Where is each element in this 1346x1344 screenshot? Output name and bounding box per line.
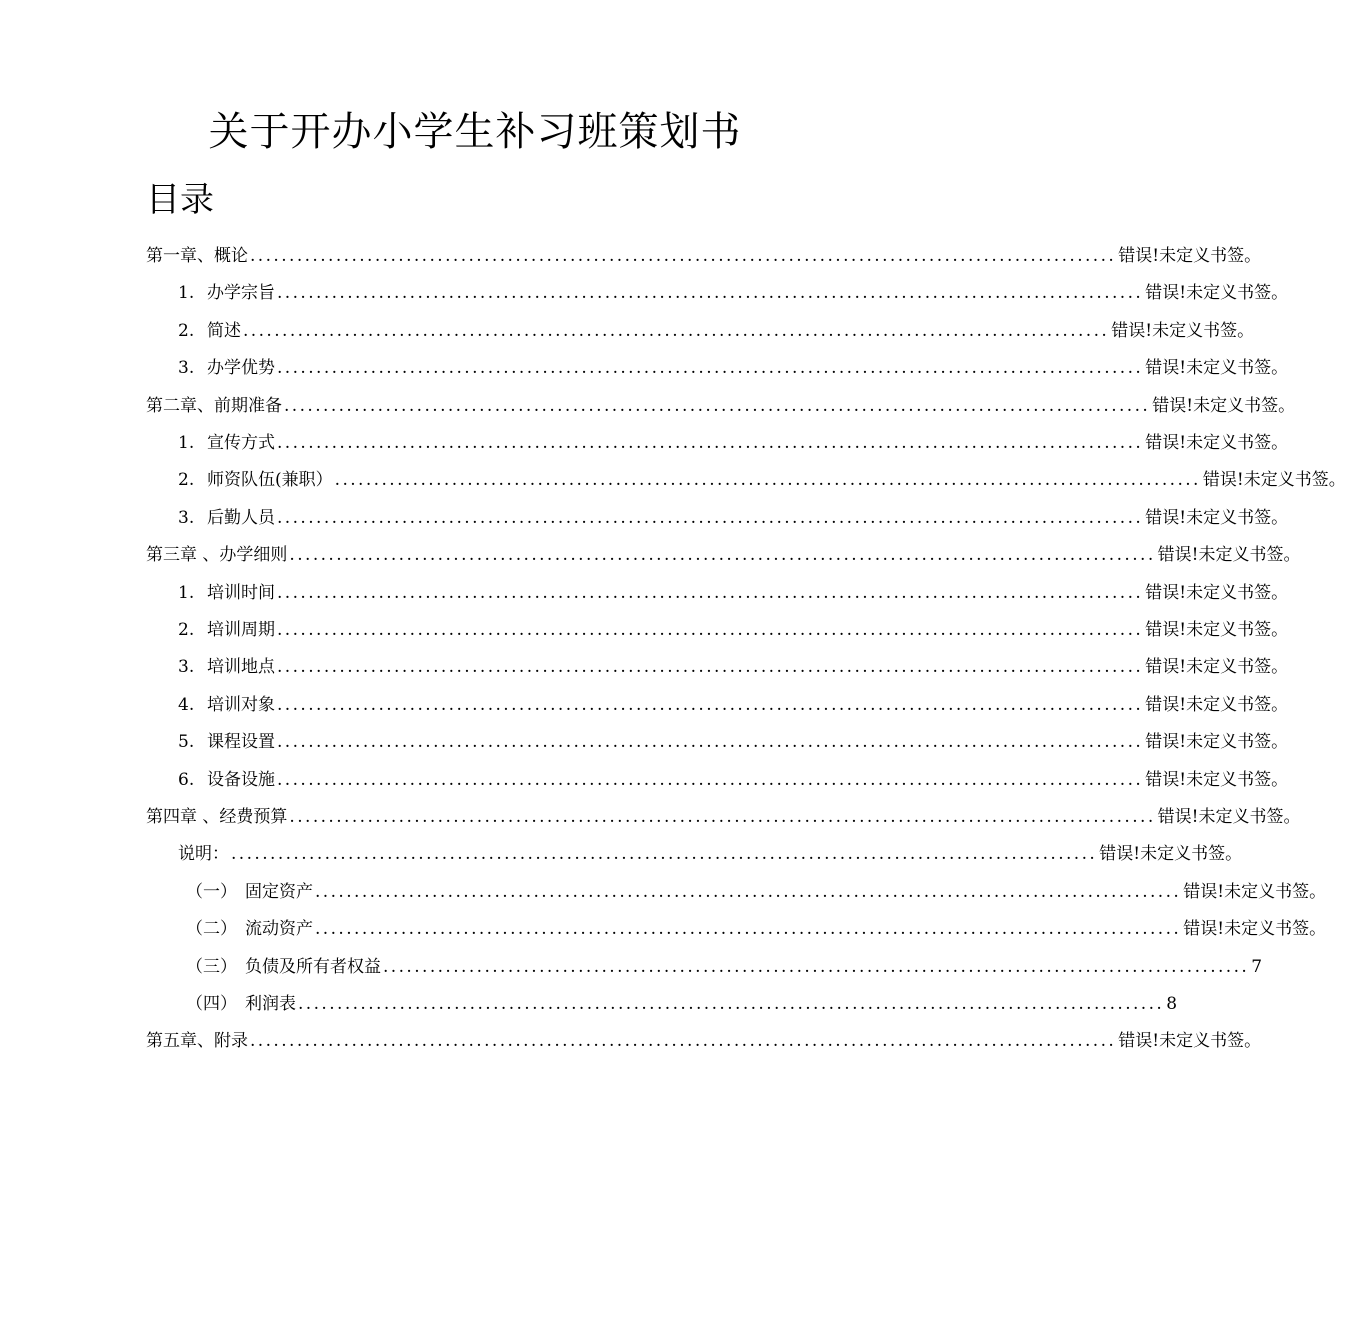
toc-entry[interactable] (0, 911, 1327, 948)
toc-entry-page: 错误!未定义书签。 (1157, 807, 1301, 827)
toc-entry-number: 1. (178, 283, 195, 304)
toc-entry-text: 第五章、附录 (146, 1031, 248, 1052)
toc-dot-leader: ............................................................................................................... (277, 694, 1144, 715)
toc-entry-text: 第四章 、经费预算 (146, 807, 288, 827)
toc-entry-number: 3. (178, 507, 195, 528)
toc-entry-text: 设备设施 (207, 769, 275, 790)
toc-entry-text: 办学优势 (207, 358, 275, 379)
toc-entry[interactable] (0, 612, 1289, 649)
toc-entry-number: 1. (178, 582, 195, 603)
toc-entry[interactable] (0, 350, 1289, 387)
toc-entry-page: 错误!未定义书签。 (1099, 844, 1243, 865)
toc-entry-number: 2. (178, 620, 195, 640)
toc-dot-leader: ............................................................................................................... (277, 769, 1144, 790)
toc-entry-label (178, 462, 333, 499)
toc-entry[interactable] (0, 687, 1289, 724)
toc-entry[interactable] (0, 537, 1301, 574)
toc-entry-text: 第一章、概论 (146, 246, 248, 266)
toc-dot-leader: ............................................................................................................... (277, 582, 1144, 603)
toc-entry-label (146, 537, 287, 574)
toc-entry[interactable] (0, 425, 1289, 462)
toc-entry-label (146, 799, 287, 836)
toc-dot-leader: ............................................................................................................... (277, 507, 1144, 528)
toc-entry-number: 6. (178, 769, 195, 790)
toc-entry-page: 错误!未定义书签。 (1145, 358, 1289, 379)
toc-entry-label (178, 500, 275, 537)
toc-entry-page: 错误!未定义书签。 (1202, 470, 1346, 491)
toc-entry-text: 后勤人员 (207, 507, 275, 528)
toc-entry-number: 2. (178, 470, 195, 491)
toc-entry[interactable] (0, 949, 1263, 986)
toc-entry-label (146, 388, 282, 425)
toc-entry-text: 培训周期 (207, 620, 275, 640)
toc-entry-number: （一） (186, 881, 237, 902)
toc-entry-text: 师资队伍(兼职） (207, 470, 333, 491)
toc-entry-number: （四） (186, 994, 237, 1014)
toc-entry[interactable] (0, 762, 1289, 799)
toc-dot-leader: ............................................................................................................... (277, 620, 1144, 640)
toc-entry-text: 课程设置 (207, 732, 275, 753)
toc-entry-page: 错误!未定义书签。 (1145, 433, 1289, 453)
toc-entry-number: 2. (178, 320, 195, 341)
toc-entry-page: 错误!未定义书签。 (1145, 732, 1289, 753)
toc-entry-page: 错误!未定义书签。 (1145, 507, 1289, 528)
toc-dot-leader: ............................................................................................................... (315, 919, 1182, 940)
toc-entry-text: 培训对象 (207, 694, 275, 715)
toc-entry-page: 错误!未定义书签。 (1145, 769, 1289, 790)
toc-entry-label (178, 275, 275, 312)
toc-entry[interactable] (0, 649, 1289, 686)
toc-entry[interactable] (0, 724, 1289, 761)
toc-entry-text: 办学宗旨 (207, 283, 275, 304)
toc-dot-leader: ............................................................................................................... (243, 320, 1110, 341)
toc-entry-label (146, 238, 248, 275)
toc-entry-text: 培训时间 (207, 582, 275, 603)
toc-entry-label (178, 575, 275, 612)
toc-entry-page: 错误!未定义书签。 (1118, 1031, 1262, 1052)
toc-entry-text: 简述 (207, 320, 241, 341)
toc-entry-text: 宣传方式 (207, 433, 275, 453)
toc-entry-label (178, 836, 229, 873)
toc-entry-page: 错误!未定义书签。 (1145, 283, 1289, 304)
toc-dot-leader: ............................................................................................................... (383, 956, 1250, 977)
toc-entry-label (186, 874, 313, 911)
toc-entry-label (186, 949, 381, 986)
toc-entry-text: 利润表 (245, 994, 296, 1014)
toc-entry-label (178, 350, 275, 387)
toc-entry-page: 错误!未定义书签。 (1152, 395, 1296, 416)
toc-entry-text: 固定资产 (245, 881, 313, 902)
toc-dot-leader: ............................................................................................................... (277, 433, 1144, 453)
toc-dot-leader: ............................................................................................................... (284, 395, 1151, 416)
toc-entry-text: 培训地点 (207, 657, 275, 678)
toc-entry-page: 错误!未定义书签。 (1145, 657, 1289, 678)
toc-entry-text: 负债及所有者权益 (245, 956, 381, 977)
toc-entry-label (146, 1023, 248, 1060)
toc-entry-label (178, 425, 275, 462)
toc-entry[interactable] (0, 275, 1289, 312)
toc-dot-leader: ............................................................................................................... (298, 994, 1165, 1014)
toc-entry[interactable] (0, 313, 1255, 350)
toc-dot-leader: ............................................................................................................... (250, 246, 1117, 266)
toc-dot-leader: ............................................................................................................... (315, 881, 1182, 902)
toc-entry-label (178, 724, 275, 761)
toc-entry-text: 第三章 、办学细则 (146, 545, 288, 566)
toc-entry-text: 流动资产 (245, 919, 313, 940)
toc-entry[interactable] (0, 500, 1289, 537)
toc-entry-number: （三） (186, 956, 237, 977)
toc-entry-page: 错误!未定义书签。 (1145, 694, 1289, 715)
toc-entry[interactable] (0, 238, 1262, 275)
toc-entry-page: 7 (1251, 956, 1263, 977)
toc-dot-leader: ............................................................................................................... (277, 358, 1144, 379)
toc-entry-number: 3. (178, 358, 195, 379)
toc-entry-label (186, 986, 296, 1023)
toc-heading: 目录 (146, 180, 214, 220)
toc-entry-label (178, 762, 275, 799)
toc-entry-text: 说明： (178, 844, 229, 865)
toc-entry-number: 4. (178, 694, 195, 715)
toc-entry-page: 错误!未定义书签。 (1183, 919, 1327, 940)
toc-entry-number: （二） (186, 919, 237, 940)
toc-dot-leader: ............................................................................................................... (277, 283, 1144, 304)
toc-dot-leader: ............................................................................................................... (250, 1031, 1117, 1052)
toc-entry[interactable] (0, 986, 1178, 1023)
toc-dot-leader: ............................................................................................................... (231, 844, 1098, 865)
toc-entry-page: 错误!未定义书签。 (1183, 881, 1327, 902)
toc-entry-page: 8 (1166, 994, 1178, 1014)
toc-entry-label (186, 911, 313, 948)
document-title: 关于开办小学生补习班策划书 (208, 109, 742, 155)
toc-entry-label (178, 649, 275, 686)
toc-entry[interactable] (0, 388, 1296, 425)
toc-dot-leader: ............................................................................................................... (277, 657, 1144, 678)
toc-entry-page: 错误!未定义书签。 (1118, 246, 1262, 266)
toc-entry-number: 1. (178, 433, 195, 453)
toc-dot-leader: ............................................................................................................... (289, 545, 1156, 566)
toc-entry-number: 5. (178, 732, 195, 753)
toc-entry-text: 第二章、前期准备 (146, 395, 282, 416)
toc-entry[interactable] (0, 799, 1301, 836)
toc-entry-label (178, 687, 275, 724)
toc-entry-number: 3. (178, 657, 195, 678)
toc-entry[interactable] (0, 462, 1346, 499)
toc-entry-page: 错误!未定义书签。 (1145, 582, 1289, 603)
toc-dot-leader: ............................................................................................................... (334, 470, 1201, 491)
toc-entry-page: 错误!未定义书签。 (1157, 545, 1301, 566)
toc-entry-page: 错误!未定义书签。 (1145, 620, 1289, 640)
toc-dot-leader: ............................................................................................................... (289, 807, 1156, 827)
toc-entry[interactable] (0, 575, 1289, 612)
toc-entry[interactable] (0, 874, 1327, 911)
toc-dot-leader: ............................................................................................................... (277, 732, 1144, 753)
toc-entry-label (178, 612, 275, 649)
toc-entry[interactable] (0, 836, 1243, 873)
toc-entry-page: 错误!未定义书签。 (1111, 320, 1255, 341)
toc-entry[interactable] (0, 1023, 1262, 1060)
toc-entry-label (178, 313, 241, 350)
